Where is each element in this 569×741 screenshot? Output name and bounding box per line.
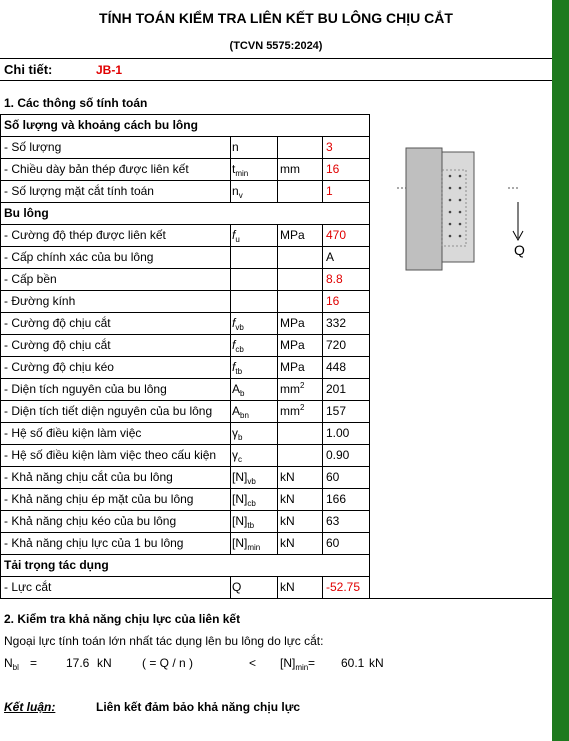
param-symbol	[232, 338, 244, 352]
param-label: - Hệ số điều kiện làm việc	[4, 426, 142, 440]
param-value: A	[326, 250, 335, 264]
param-value: 0.90	[326, 448, 350, 462]
nbl-formula: ( = Q / n )	[142, 656, 194, 670]
column-divider	[277, 466, 278, 488]
section1-title: 1. Các thông số tính toán	[4, 96, 148, 110]
param-unit-text: MPa	[280, 316, 305, 330]
column-divider	[277, 532, 278, 554]
less-than-sign: <	[249, 656, 257, 670]
column-divider	[322, 400, 323, 422]
param-label: - Cường độ chịu kéo	[4, 360, 114, 374]
param-unit	[280, 228, 305, 242]
column-divider	[277, 290, 278, 312]
param-symbol	[232, 492, 256, 506]
param-symbol-text: f	[232, 228, 236, 242]
nmin-equals: =	[308, 656, 316, 670]
param-symbol-text: [N]	[232, 470, 248, 484]
column-divider	[322, 378, 323, 400]
param-symbol	[232, 228, 240, 242]
param-symbol	[232, 162, 248, 176]
param-symbol	[232, 316, 244, 330]
param-unit-text: MPa	[280, 228, 305, 242]
param-unit-text: mm	[280, 404, 300, 418]
param-label: - Cấp bền	[4, 272, 57, 286]
row-divider	[0, 334, 369, 335]
param-symbol	[232, 580, 241, 594]
standard-label: (TCVN 5575:2024)	[229, 40, 323, 52]
param-value: 166	[326, 492, 347, 506]
param-symbol-subscript: bn	[240, 411, 249, 420]
param-symbol	[232, 140, 239, 154]
column-divider	[230, 488, 231, 510]
param-label: - Diện tích tiết diện nguyên của bu lông	[4, 404, 213, 418]
param-symbol-text: n	[232, 140, 239, 154]
column-divider	[322, 224, 323, 246]
column-divider	[277, 246, 278, 268]
row-divider	[0, 246, 369, 247]
param-unit	[280, 470, 295, 484]
param-symbol	[232, 404, 249, 418]
param-unit-text: kN	[280, 536, 295, 550]
param-unit	[280, 536, 295, 550]
column-divider	[230, 400, 231, 422]
param-label: - Khả năng chịu kéo của bu lông	[4, 514, 177, 528]
column-divider	[230, 378, 231, 400]
column-divider	[322, 510, 323, 532]
column-divider	[277, 400, 278, 422]
param-unit-text: kN	[280, 580, 295, 594]
column-divider	[230, 532, 231, 554]
param-value: 60	[326, 470, 340, 484]
bolt-dot	[449, 187, 452, 190]
beam-end	[406, 148, 442, 270]
conclusion-label: Kết luận:	[4, 700, 56, 714]
param-label: - Hệ số điều kiện làm việc theo cấu kiện	[4, 448, 217, 462]
param-symbol	[232, 360, 242, 374]
param-symbol-subscript: v	[238, 191, 243, 200]
bolt-dot	[459, 235, 462, 238]
column-divider	[230, 246, 231, 268]
param-value: 470	[326, 228, 347, 242]
bolt-dot	[449, 199, 452, 202]
group-header: Tải trọng tác dụng	[4, 558, 109, 572]
param-symbol-subscript: u	[235, 235, 240, 244]
row-divider	[0, 180, 369, 181]
row-divider	[0, 598, 552, 599]
column-divider	[277, 312, 278, 334]
column-divider	[277, 422, 278, 444]
row-divider	[0, 290, 369, 291]
column-divider	[277, 356, 278, 378]
group-header: Bu lông	[4, 206, 49, 220]
param-symbol-text: f	[232, 338, 236, 352]
nmin-unit: kN	[369, 656, 384, 670]
column-divider	[322, 246, 323, 268]
column-divider	[277, 576, 278, 598]
nmin-symbol-text: [N]	[280, 656, 296, 670]
column-divider	[322, 422, 323, 444]
row-divider	[0, 466, 369, 467]
param-label: - Khả năng chịu cắt của bu lông	[4, 470, 173, 484]
param-value: 448	[326, 360, 347, 374]
param-symbol-text: γ	[232, 426, 238, 440]
param-value: 1	[326, 184, 333, 198]
row-divider	[0, 400, 369, 401]
param-symbol-subscript: b	[238, 433, 243, 442]
param-unit	[280, 514, 295, 528]
param-value: 16	[326, 294, 340, 308]
param-symbol-text: t	[232, 162, 236, 176]
param-symbol-subscript: tb	[235, 367, 243, 376]
param-label: - Diện tích nguyên của bu lông	[4, 382, 167, 396]
nbl-equals: =	[30, 656, 38, 670]
param-symbol	[232, 448, 242, 462]
column-divider	[322, 532, 323, 554]
row-divider	[0, 114, 369, 115]
column-divider	[277, 444, 278, 466]
row-divider	[0, 422, 369, 423]
column-divider	[230, 444, 231, 466]
param-value: 16	[326, 162, 340, 176]
param-symbol-text: A	[232, 382, 241, 396]
row-divider	[0, 224, 369, 225]
row-divider	[0, 268, 369, 269]
bolt-dot	[449, 175, 452, 178]
detail-label: Chi tiết:	[4, 62, 53, 77]
row-divider	[0, 356, 369, 357]
param-symbol-text: f	[232, 360, 236, 374]
column-divider	[277, 180, 278, 202]
row-divider	[0, 510, 369, 511]
param-unit-exponent: 2	[300, 403, 305, 412]
force-sentence: Ngoại lực tính toán lớn nhất tác dụng lên bu lông do lực cắt:	[4, 634, 324, 648]
column-divider	[277, 224, 278, 246]
param-unit	[280, 316, 305, 330]
nbl-symbol-text: N	[4, 656, 13, 670]
bolt-dot	[449, 223, 452, 226]
bolt-dot	[449, 235, 452, 238]
column-divider	[277, 136, 278, 158]
column-divider	[230, 576, 231, 598]
param-value: 720	[326, 338, 347, 352]
param-symbol-subscript: b	[240, 389, 245, 398]
column-divider	[277, 268, 278, 290]
bolt-dot	[449, 211, 452, 214]
bolt-dot	[459, 187, 462, 190]
param-symbol-subscript: tb	[247, 521, 255, 530]
param-value: -52.75	[326, 580, 361, 594]
row-divider	[0, 576, 369, 577]
column-divider	[230, 312, 231, 334]
param-value: 201	[326, 382, 347, 396]
column-divider	[230, 268, 231, 290]
param-unit-text: MPa	[280, 360, 305, 374]
param-symbol	[232, 382, 244, 396]
sheet-title: TÍNH TOÁN KIỂM TRA LIÊN KẾT BU LÔNG CHỊU CẮT	[99, 10, 453, 26]
column-divider	[322, 488, 323, 510]
group-header: Số lượng và khoảng cách bu lông	[4, 118, 198, 132]
row-divider	[0, 158, 369, 159]
param-symbol-subscript: c	[238, 455, 242, 464]
column-divider	[230, 180, 231, 202]
param-label: - Cường độ chịu cắt	[4, 316, 111, 330]
param-symbol-text: [N]	[232, 492, 248, 506]
nbl-symbol	[4, 656, 19, 670]
column-divider	[277, 510, 278, 532]
param-symbol	[232, 426, 242, 440]
nbl-value: 17.6	[66, 656, 90, 670]
param-unit-exponent: 2	[300, 381, 305, 390]
param-symbol-text: [N]	[232, 536, 248, 550]
param-symbol-text: A	[232, 404, 241, 418]
param-symbol	[232, 536, 260, 550]
param-label: - Khả năng chịu ép mặt của bu lông	[4, 492, 194, 506]
param-symbol-text: f	[232, 316, 236, 330]
param-symbol	[232, 184, 243, 198]
param-unit	[280, 382, 304, 396]
row-divider	[0, 488, 369, 489]
param-symbol-subscript: min	[247, 543, 261, 552]
section2-title: 2. Kiểm tra khả năng chịu lực của liên kết	[4, 612, 241, 626]
param-symbol-subscript: min	[235, 169, 249, 178]
param-symbol	[232, 514, 254, 528]
param-unit-text: kN	[280, 492, 295, 506]
column-divider	[230, 158, 231, 180]
param-symbol-text: γ	[232, 448, 238, 462]
column-divider	[230, 334, 231, 356]
column-divider	[230, 422, 231, 444]
column-divider	[230, 290, 231, 312]
param-symbol-subscript: vb	[235, 323, 244, 332]
param-symbol-text: [N]	[232, 514, 248, 528]
param-label: - Cường độ thép được liên kết	[4, 228, 166, 242]
right-edge-bar	[552, 0, 569, 741]
bolt-dot	[459, 223, 462, 226]
column-divider	[277, 334, 278, 356]
column-divider	[322, 158, 323, 180]
column-divider	[230, 136, 231, 158]
param-unit	[280, 338, 305, 352]
param-value: 157	[326, 404, 347, 418]
param-value: 8.8	[326, 272, 343, 286]
column-divider	[230, 224, 231, 246]
column-divider	[322, 466, 323, 488]
column-divider	[322, 576, 323, 598]
nbl-subscript: bl	[12, 663, 19, 672]
param-symbol	[232, 470, 256, 484]
bolt-dot	[459, 175, 462, 178]
param-unit	[280, 580, 295, 594]
param-symbol-text: n	[232, 184, 239, 198]
column-divider	[322, 136, 323, 158]
param-symbol-subscript: cb	[247, 499, 256, 508]
column-divider	[322, 356, 323, 378]
row-divider	[0, 554, 369, 555]
column-divider	[277, 488, 278, 510]
param-value: 1.00	[326, 426, 350, 440]
param-label: - Số lượng	[4, 140, 62, 154]
column-divider	[322, 444, 323, 466]
conclusion-text: Liên kết đảm bảo khả năng chịu lực	[96, 700, 301, 714]
table-border	[0, 114, 1, 598]
nmin-value: 60.1	[341, 656, 365, 670]
param-label: - Lực cắt	[4, 580, 52, 594]
column-divider	[230, 510, 231, 532]
param-label: - Khả năng chịu lực của 1 bu lông	[4, 536, 184, 550]
param-label: - Đường kính	[4, 294, 76, 308]
detail-value: JB-1	[96, 63, 123, 77]
row-divider	[0, 312, 369, 313]
column-divider	[322, 312, 323, 334]
divider	[0, 58, 552, 59]
column-divider	[322, 290, 323, 312]
column-divider	[322, 180, 323, 202]
param-value: 63	[326, 514, 340, 528]
splice-plate	[442, 152, 474, 262]
param-unit	[280, 404, 304, 418]
param-value: 60	[326, 536, 340, 550]
param-label: - Cấp chính xác của bu lông	[4, 250, 154, 264]
nmin-subscript: min	[295, 663, 309, 672]
param-unit-text: MPa	[280, 338, 305, 352]
param-value: 332	[326, 316, 347, 330]
param-symbol-text: Q	[232, 580, 242, 594]
column-divider	[277, 158, 278, 180]
row-divider	[0, 444, 369, 445]
column-divider	[322, 334, 323, 356]
param-symbol-subscript: cb	[235, 345, 244, 354]
param-unit	[280, 162, 300, 176]
column-divider	[230, 356, 231, 378]
param-unit-text: mm	[280, 382, 300, 396]
param-unit-text: kN	[280, 470, 295, 484]
row-divider	[0, 378, 369, 379]
param-symbol-subscript: vb	[247, 477, 256, 486]
param-unit	[280, 492, 295, 506]
bolt-dot	[459, 211, 462, 214]
nmin-symbol	[280, 656, 308, 670]
param-label: - Cường độ chịu cắt	[4, 338, 111, 352]
param-label: - Chiều dày bản thép được liên kết	[4, 162, 189, 176]
column-divider	[322, 268, 323, 290]
param-value: 3	[326, 140, 333, 154]
column-divider	[277, 378, 278, 400]
column-divider	[369, 114, 370, 598]
divider	[0, 80, 552, 81]
load-arrow-label: Q	[514, 242, 525, 258]
connection-diagram	[396, 130, 536, 280]
param-label: - Số lượng mặt cắt tính toán	[4, 184, 154, 198]
row-divider	[0, 202, 369, 203]
bolt-dot	[459, 199, 462, 202]
row-divider	[0, 136, 369, 137]
param-unit-text: kN	[280, 514, 295, 528]
column-divider	[230, 466, 231, 488]
nbl-unit: kN	[97, 656, 112, 670]
param-unit	[280, 360, 305, 374]
row-divider	[0, 532, 369, 533]
param-unit-text: mm	[280, 162, 300, 176]
